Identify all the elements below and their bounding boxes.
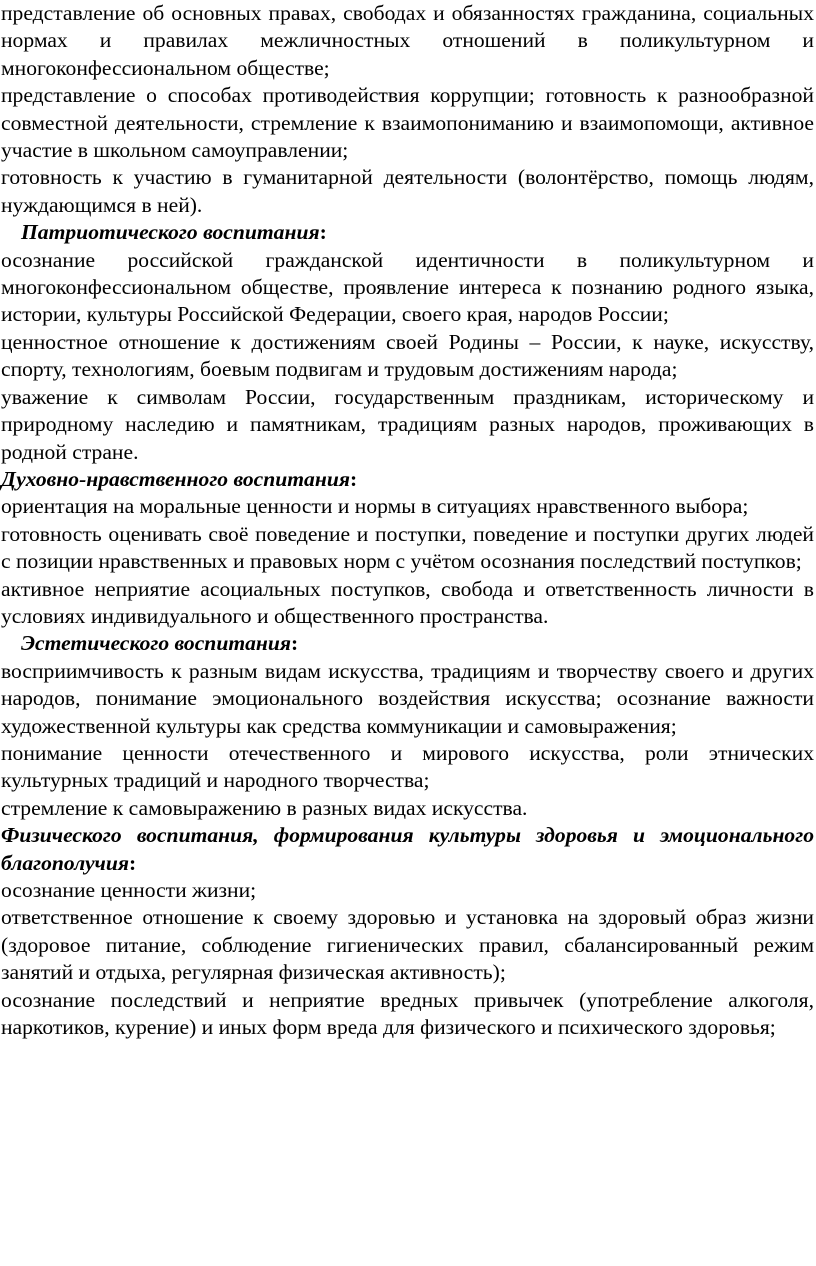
paragraph: представление об основных правах, свободах и обязанностях гражданина, социальных нормах и правилах межличностных отношений в поликультурном и многоконфессиональном обществе; [1, 1, 814, 80]
paragraph: готовность к участию в гуманитарной деятельности (волонтёрство, помощь людям, нуждающимся в ней). [1, 165, 814, 217]
list-item: ответственное отношение к своему здоровью и установка на здоровый образ жизни (здоровое питание, соблюдение гигиенических правил, сбалансированный режим занятий и отдыха, регулярная физическая активность); [1, 905, 814, 985]
list-item: уважение к символам России, государственным праздникам, историческому и природному наследию и памятникам, традициям разных народов, проживающих в родной стране. [1, 384, 814, 464]
list-item: осознание российской гражданской идентичности в поликультурном и многоконфессиональном обществе, проявление интереса к познанию родного языка, истории, культуры Российской Федерации, своего края, народов России; [1, 247, 814, 327]
paragraph: представление о способах противодействия коррупции; готовность к разнообразной совместной деятельности, стремление к взаимопониманию и взаимопомощи, активное участие в школьном самоуправлении; [1, 83, 814, 163]
section-heading-aesthetic [1, 630, 814, 657]
list-item: готовность оценивать своё поведение и поступки, поведение и поступки других людей с позиции нравственных и правовых норм с учётом осознания последствий поступков; [1, 521, 814, 574]
list-item: ориентация на моральные ценности и нормы в ситуациях нравственного выбора; [1, 494, 749, 519]
list-item: осознание последствий и неприятие вредных привычек (употребление алкоголя, наркотиков, курение) и иных форм вреда для физического и психического здоровья; [1, 987, 814, 1040]
list-item: стремление к самовыражению в разных видах искусства. [1, 795, 528, 820]
section-heading-physical [1, 822, 814, 877]
section-heading-patriotic [1, 219, 814, 246]
section-colon: : [349, 466, 358, 491]
list-item: ценностное отношение к достижениям своей Родины – России, к науке, искусству, спорту, технологиям, боевым подвигам и трудовым достижениям народа; [1, 329, 814, 382]
list-item: восприимчивость к разным видам искусства, традициям и творчеству своего и других народов, понимание эмоционального воздействия искусства; осознание важности художественной культуры как средства коммуникации и самовыражения; [1, 658, 814, 738]
list-item: активное неприятие асоциальных поступков, свобода и ответственность личности в условиях индивидуального и общественного пространства. [1, 576, 814, 628]
section-title: Духовно-нравственного воспитания [1, 466, 350, 491]
section-colon: : [319, 220, 327, 245]
list-item: понимание ценности отечественного и мирового искусства, роли этнических культурных традиций и народного творчества; [1, 740, 814, 793]
section-title: Физического воспитания, формирования культуры здоровья и эмоционального благополучия [1, 823, 814, 875]
section-heading-spiritual [1, 466, 814, 493]
section-colon: : [291, 631, 299, 656]
section-colon: : [129, 850, 137, 875]
section-title: Патриотического воспитания [21, 220, 320, 245]
section-title: Эстетического воспитания [21, 631, 292, 656]
list-item: осознание ценности жизни; [1, 878, 257, 902]
